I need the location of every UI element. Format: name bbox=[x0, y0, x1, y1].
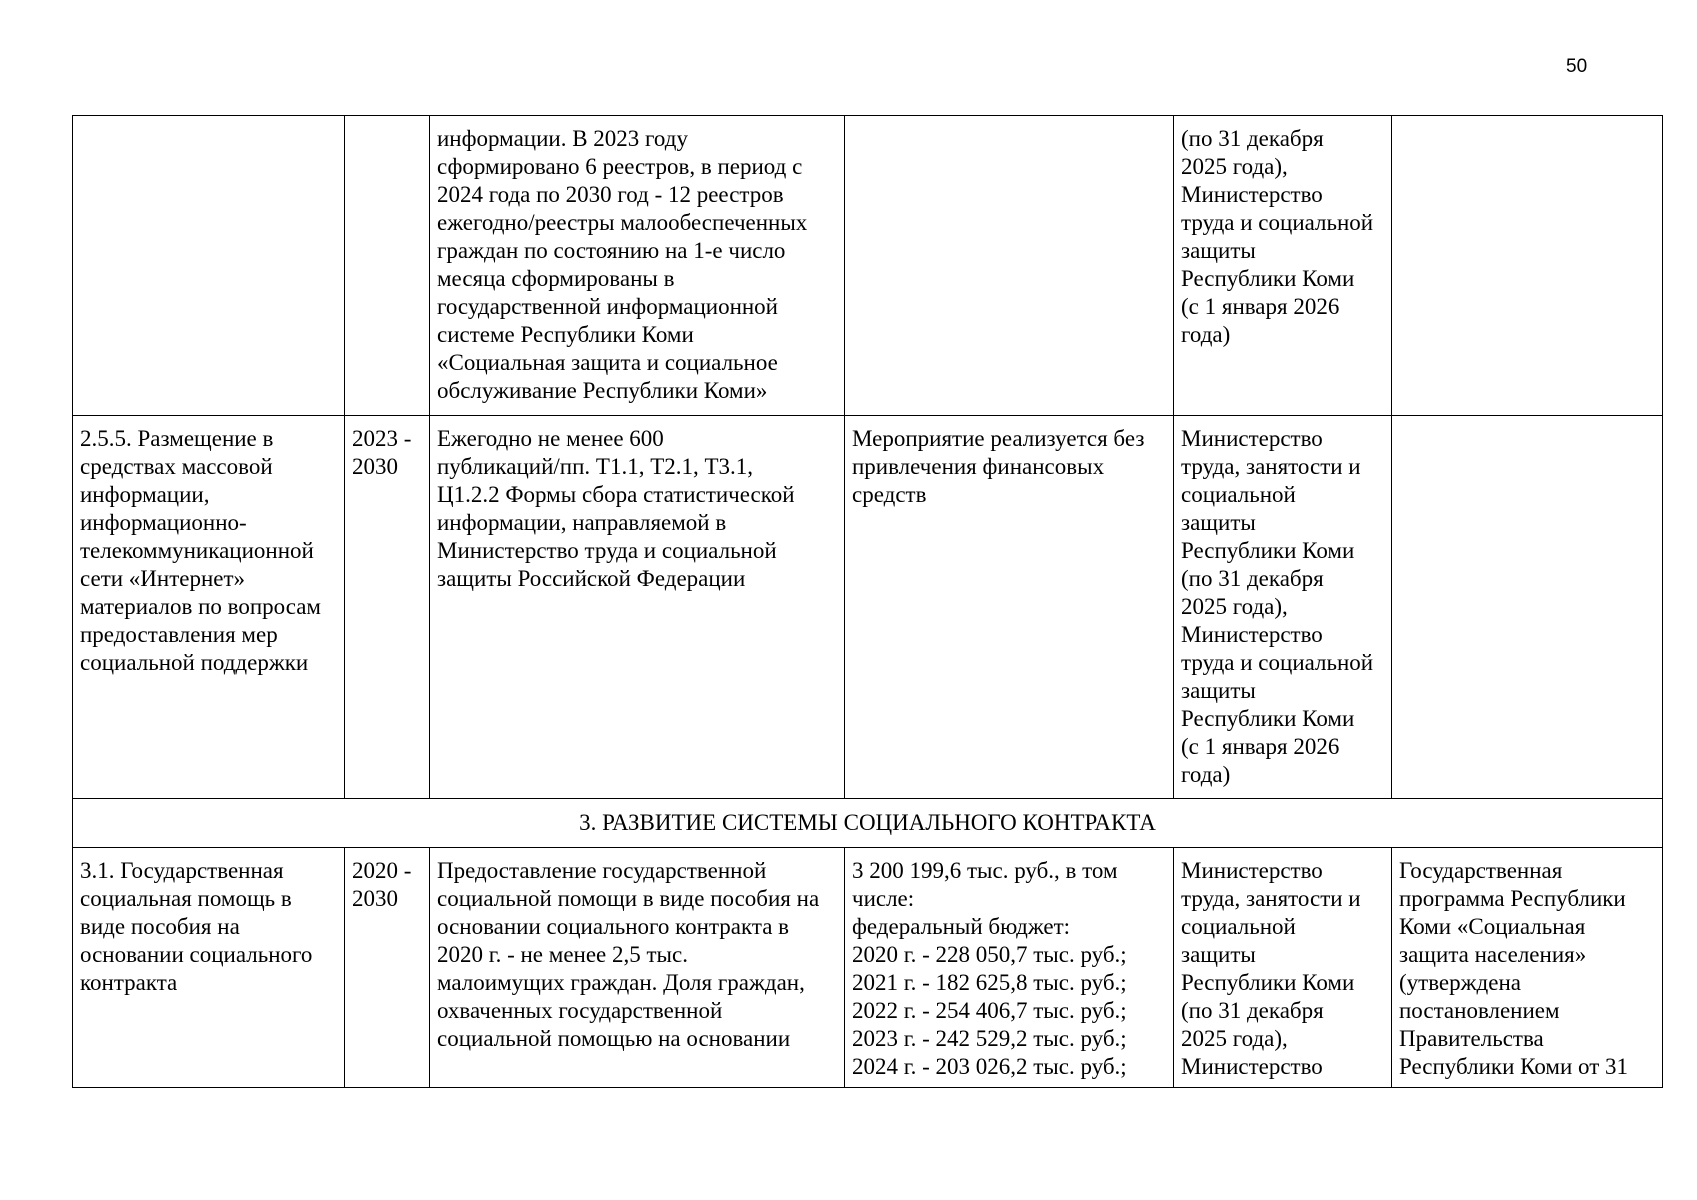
financing-cell bbox=[845, 116, 1174, 416]
measures-table bbox=[72, 115, 1663, 1088]
period-cell: 2023 - 2030 bbox=[345, 416, 430, 799]
table-row bbox=[73, 116, 1663, 416]
table-row bbox=[73, 416, 1663, 799]
page-number: 50 bbox=[1566, 56, 1588, 77]
financing-cell: 3 200 199,6 тыс. руб., в том числе: федеральный бюджет: 2020 г. - 228 050,7 тыс. руб.; 2021 г. - 182 625,8 тыс. руб.; 2022 г. - 254 406,7 тыс. руб.; 2023 г. - 242 529,2 тыс. руб.; 2024 г. - 203 026,2 тыс. руб.; bbox=[845, 848, 1174, 1088]
measure-name-cell bbox=[73, 116, 345, 416]
indicator-cell: информации. В 2023 году сформировано 6 реестров, в период с 2024 года по 2030 год - 12 реестров ежегодно/реестры малообеспеченных граждан по состоянию на 1-е число месяца сформированы в государственной информационной системе Республики Коми «Социальная защита и социальное обслуживание Республики Коми» bbox=[430, 116, 845, 416]
responsible-cell: Министерство труда, занятости и социальной защиты Республики Коми (по 31 декабря 2025 года), Министерство труда и социальной защиты Республики Коми (с 1 января 2026 года) bbox=[1174, 416, 1392, 799]
document-cell bbox=[1392, 116, 1663, 416]
section-title: 3. РАЗВИТИЕ СИСТЕМЫ СОЦИАЛЬНОГО КОНТРАКТА bbox=[73, 799, 1663, 848]
table-row bbox=[73, 848, 1663, 1088]
period-cell bbox=[345, 116, 430, 416]
measure-name-cell: 3.1. Государственная социальная помощь в виде пособия на основании социального контракта bbox=[73, 848, 345, 1088]
indicator-cell: Ежегодно не менее 600 публикаций/пп. Т1.1, Т2.1, Т3.1, Ц1.2.2 Формы сбора статистической информации, направляемой в Министерство труда и социальной защиты Российской Федерации bbox=[430, 416, 845, 799]
document-cell: Государственная программа Республики Коми «Социальная защита населения» (утверждена постановлением Правительства Республики Коми от 31 bbox=[1392, 848, 1663, 1088]
section-header-row bbox=[73, 799, 1663, 848]
measure-name-cell: 2.5.5. Размещение в средствах массовой информации, информационно- телекоммуникационной сети «Интернет» материалов по вопросам предоставления мер социальной поддержки bbox=[73, 416, 345, 799]
indicator-cell: Предоставление государственной социальной помощи в виде пособия на основании социального контракта в 2020 г. - не менее 2,5 тыс. малоимущих граждан. Доля граждан, охваченных государственной социальной помощью на основании bbox=[430, 848, 845, 1088]
financing-cell: Мероприятие реализуется без привлечения финансовых средств bbox=[845, 416, 1174, 799]
responsible-cell: Министерство труда, занятости и социальной защиты Республики Коми (по 31 декабря 2025 года), Министерство bbox=[1174, 848, 1392, 1088]
responsible-cell: (по 31 декабря 2025 года), Министерство труда и социальной защиты Республики Коми (с 1 января 2026 года) bbox=[1174, 116, 1392, 416]
period-cell: 2020 - 2030 bbox=[345, 848, 430, 1088]
document-cell bbox=[1392, 416, 1663, 799]
